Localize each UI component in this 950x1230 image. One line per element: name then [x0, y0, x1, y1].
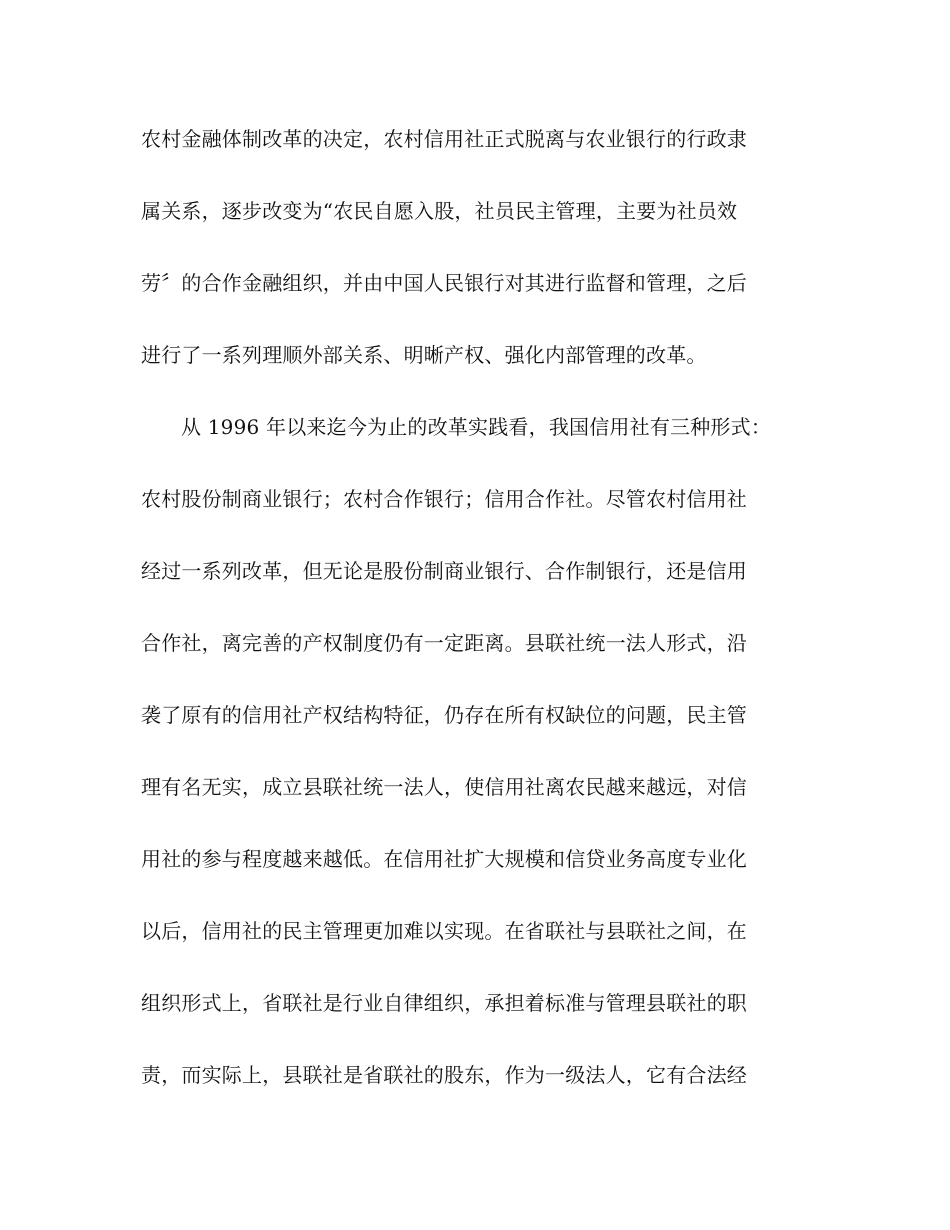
- text-line: 经过一系列改革，但无论是股份制商业银行、合作制银行，还是信用: [141, 559, 747, 583]
- text-line: 组织形式上，省联社是行业自律组织，承担着标准与管理县联社的职: [141, 991, 747, 1015]
- text-line: 用社的参与程度越来越低。在信用社扩大规模和信贷业务高度专业化: [141, 847, 747, 871]
- text-line: 以后，信用社的民主管理更加难以实现。在省联社与县联社之间，在: [141, 919, 747, 943]
- text-line: 劳〞的合作金融组织，并由中国人民银行对其进行监督和管理，之后: [141, 271, 747, 295]
- text-line: 袭了原有的信用社产权结构特征，仍存在所有权缺位的问题，民主管: [141, 703, 747, 727]
- paragraph-first-line: 从 1996 年以来迄今为止的改革实践看，我国信用社有三种形式：: [181, 415, 772, 439]
- text-line: 合作社，离完善的产权制度仍有一定距离。县联社统一法人形式，沿: [141, 631, 747, 655]
- text-line: 进行了一系列理顺外部关系、明晰产权、强化内部管理的改革。: [141, 343, 707, 367]
- text-line: 属关系，逐步改变为“农民自愿入股，社员民主管理，主要为社员效: [141, 199, 738, 223]
- text-line: 农村金融体制改革的决定，农村信用社正式脱离与农业银行的行政隶: [141, 127, 747, 151]
- text-line: 农村股份制商业银行；农村合作银行；信用合作社。尽管农村信用社: [141, 487, 747, 511]
- text-line: 理有名无实，成立县联社统一法人，使信用社离农民越来越远，对信: [141, 775, 747, 799]
- text-line: 责，而实际上，县联社是省联社的股东，作为一级法人，它有合法经: [141, 1063, 747, 1087]
